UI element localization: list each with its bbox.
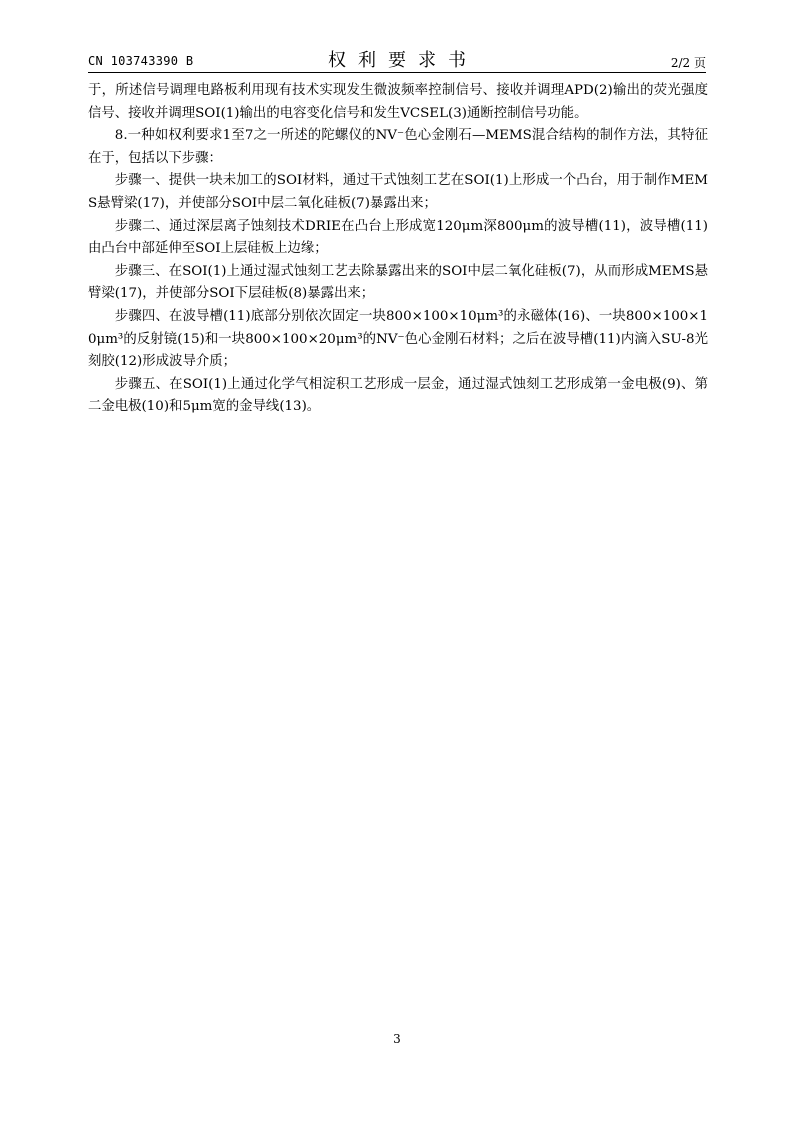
claim-8-paragraph: 8.一种如权利要求1至7之一所述的陀螺仪的NV⁻色心金刚石—MEMS混合结构的制作方法，其特征在于，包括以下步骤： (88, 128, 708, 166)
step-4-paragraph: 步骤四、在波导槽(11)底部分别依次固定一块800×100×10μm³的永磁体(16)、一块800×100×10μm³的反射镜(15)和一块800×100×20μm³的NV⁻色心金刚石材料；之后在波导槽(11)内滴入SU-8光刻胶(12)形成波导介质； (88, 308, 708, 370)
page-footer (0, 1032, 794, 1046)
page-header (88, 44, 706, 73)
step-1-paragraph: 步骤一、提供一块未加工的SOI材料，通过干式蚀刻工艺在SOI(1)上形成一个凸台，用于制作MEMS悬臂梁(17)，并使部分SOI中层二氧化硅板(7)暴露出来； (88, 173, 708, 211)
page-number: 3 (393, 1032, 401, 1046)
page-info: 2/2 页 (670, 56, 706, 70)
step-3-paragraph: 步骤三、在SOI(1)上通过湿式蚀刻工艺去除暴露出来的SOI中层二氧化硅板(7)，从而形成MEMS悬臂梁(17)，并使部分SOI下层硅板(8)暴露出来； (88, 263, 708, 302)
step-2-paragraph: 步骤二、通过深层离子蚀刻技术DRIE在凸台上形成宽120μm深800μm的波导槽(11)，波导槽(11)由凸台中部延伸至SOI上层硅板上边缘； (88, 218, 708, 257)
publication-number: CN 103743390 B (88, 54, 194, 68)
claims-body (88, 80, 708, 419)
step-5-paragraph: 步骤五、在SOI(1)上通过化学气相淀积工艺形成一层金，通过湿式蚀刻工艺形成第一金电极(9)、第二金电极(10)和5μm宽的金导线(13)。 (88, 376, 708, 415)
claim-continuation-paragraph: 于，所述信号调理电路板利用现有技术实现发生微波频率控制信号、接收并调理APD(2)输出的荧光强度信号、接收并调理SOI(1)输出的电容变化信号和发生VCSEL(3)通断控制信号功能。 (88, 83, 708, 121)
document-title: 权利要求书 (328, 50, 478, 71)
